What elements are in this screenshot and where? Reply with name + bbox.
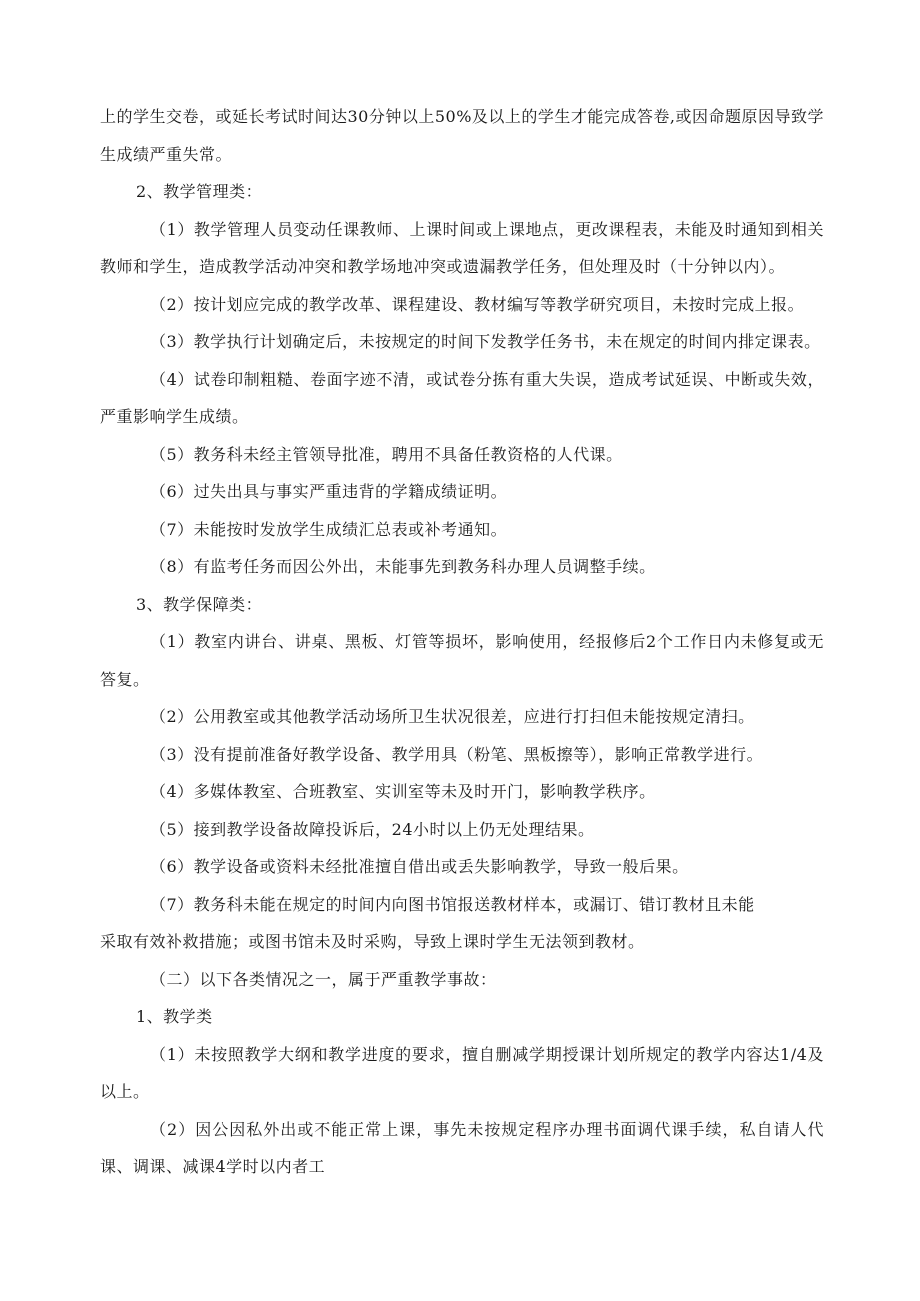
list-item: （4）试卷印制粗糙、卷面字迹不清，或试卷分拣有重大失误，造成考试延误、中断或失效，严重影响学生成绩。 <box>100 369 824 426</box>
list-item: （6）教学设备或资料未经批准擅自借出或丢失影响教学，导致一般后果。 <box>150 857 689 876</box>
list-item: （2）公用教室或其他教学活动场所卫生状况很差，应进行打扫但未能按规定清扫。 <box>150 707 755 726</box>
list-item: （3）没有提前准备好教学设备、教学用具（粉笔、黑板擦等），影响正常教学进行。 <box>150 744 764 764</box>
section-heading: 2、教学管理类： <box>136 182 263 201</box>
list-item: （1）教学管理人员变动任课教师、上课时间或上课地点，更改课程表，未能及时通知到相关教师和学生，造成教学活动冲突和教学场地冲突或遗漏教学任务，但处理及时（十分钟以内）。 <box>100 219 824 276</box>
list-item: （5）接到教学设备故障投诉后，24小时以上仍无处理结果。 <box>150 819 595 839</box>
list-item: （7）未能按时发放学生成绩汇总表或补考通知。 <box>150 519 508 539</box>
list-item: （1）教室内讲台、讲桌、黑板、灯管等损坏，影响使用，经报修后2个工作日内未修复或无答复。 <box>100 632 824 689</box>
section-heading: 3、教学保障类： <box>136 594 263 614</box>
paragraph: 上的学生交卷，或延长考试时间达30分钟以上50%及以上的学生才能完成答卷,或因命题原因导致学生成绩严重失常。 <box>100 107 825 164</box>
paragraph-continuation: 采取有效补救措施；或图书馆未及时采购，导致上课时学生无法领到教材。 <box>100 932 645 951</box>
section-heading: 1、教学类 <box>136 1007 213 1026</box>
list-item: （8）有监考任务而因公外出，未能事先到教务科办理人员调整手续。 <box>150 557 656 576</box>
list-item: （2）按计划应完成的教学改革、课程建设、教材编写等教学研究项目，未按时完成上报。 <box>150 294 805 314</box>
list-item: （7）教务科未能在规定的时间内向图书馆报送教材样本，或漏订、错订教材且未能 <box>150 894 755 914</box>
subsection-heading: （二）以下各类情况之一，属于严重教学事故： <box>150 969 497 989</box>
list-item: （4）多媒体教室、合班教室、实训室等未及时开门，影响教学秩序。 <box>150 782 656 801</box>
document-body <box>100 98 824 1186</box>
list-item: （2）因公因私外出或不能正常上课，事先未按规定程序办理书面调代课手续，私自请人代课、调课、减课4学时以内者工 <box>100 1119 824 1176</box>
list-item: （6）过失出具与事实严重违背的学籍成绩证明。 <box>150 482 508 501</box>
list-item: （3）教学执行计划确定后，未按规定的时间下发教学任务书，未在规定的时间内排定课表。 <box>150 332 821 351</box>
list-item: （5）教务科未经主管领导批准，聘用不具备任教资格的人代课。 <box>150 444 623 464</box>
list-item: （1）未按照教学大纲和教学进度的要求，擅自删减学期授课计划所规定的教学内容达1/4及以上。 <box>100 1044 824 1101</box>
